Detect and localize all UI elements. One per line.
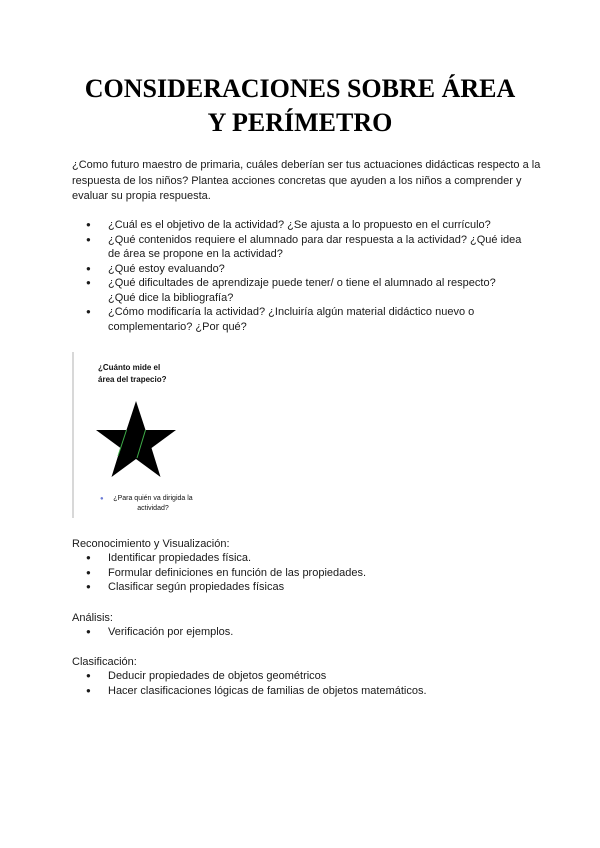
list-reconocimiento xyxy=(72,551,542,595)
page-title xyxy=(40,72,560,140)
list-item: ● Clasificar según propiedades físicas xyxy=(72,580,542,595)
star-shape xyxy=(92,396,182,486)
list-item-text: ¿Qué dificultades de aprendizaje puede tener/ o tiene el alumnado al respecto? xyxy=(108,277,496,289)
list-item-text: de área se propone en la actividad? xyxy=(108,248,283,260)
figure-bullet xyxy=(98,494,208,514)
list-item: ● Verificación por ejemplos. xyxy=(72,625,542,640)
title-line-1: CONSIDERACIONES SOBRE ÁREA xyxy=(84,74,516,103)
list-item xyxy=(72,233,542,262)
list-item-text: ¿Cómo modificaría la actividad? ¿Incluiría algún material didáctico nuevo o xyxy=(108,306,475,318)
list-item xyxy=(72,218,542,233)
list-item xyxy=(72,262,542,277)
list-item: ● Identificar propiedades física. xyxy=(72,551,542,566)
list-item xyxy=(72,276,542,305)
figure-bullet-line-2: actividad? xyxy=(137,505,169,512)
section-heading-analisis: Análisis: xyxy=(72,612,113,624)
list-item: ● Hacer clasificaciones lógicas de familias de objetos matemáticos. xyxy=(72,684,542,699)
figure-question xyxy=(98,362,208,386)
activity-figure xyxy=(72,352,212,518)
list-item xyxy=(72,305,542,334)
list-item-text: ¿Qué contenidos requiere el alumnado para dar respuesta a la actividad? ¿Qué idea xyxy=(108,233,522,246)
section-heading-clasificacion: Clasificación: xyxy=(72,656,137,668)
list-item-text: complementario? ¿Por qué? xyxy=(108,320,247,333)
list-item-text: ¿Qué estoy evaluando? xyxy=(108,262,225,275)
list-item: ● Formular definiciones en función de las propiedades. xyxy=(72,566,542,581)
title-line-2: Y PERÍMETRO xyxy=(207,108,393,137)
questions-list xyxy=(72,218,542,334)
list-item: ● Deducir propiedades de objetos geométricos xyxy=(72,669,542,684)
bullet-dot-icon: ● xyxy=(100,496,104,502)
section-heading-reconocimiento: Reconocimiento y Visualización: xyxy=(72,538,230,550)
list-item-text: ¿Qué dice la bibliografía? xyxy=(108,291,234,304)
intro-paragraph: ¿Como futuro maestro de primaria, cuáles deberían ser tus actuaciones didácticas respecto a la respuesta de los niños? Plantea acciones concretas que ayuden a los niños a comprender y evaluar su propia respuesta. xyxy=(72,159,541,202)
figure-question-line-2: área del trapecio? xyxy=(98,375,167,384)
list-item-text: ¿Cuál es el objetivo de la actividad? ¿Se ajusta a lo propuesto en el currículo? xyxy=(108,219,491,231)
figure-question-line-1: ¿Cuánto mide el xyxy=(98,363,161,372)
figure-bullet-line-1: ¿Para quién va dirigida la xyxy=(113,495,193,502)
list-clasificacion xyxy=(72,669,542,698)
star-polygon xyxy=(96,401,176,477)
list-analisis xyxy=(72,625,542,640)
